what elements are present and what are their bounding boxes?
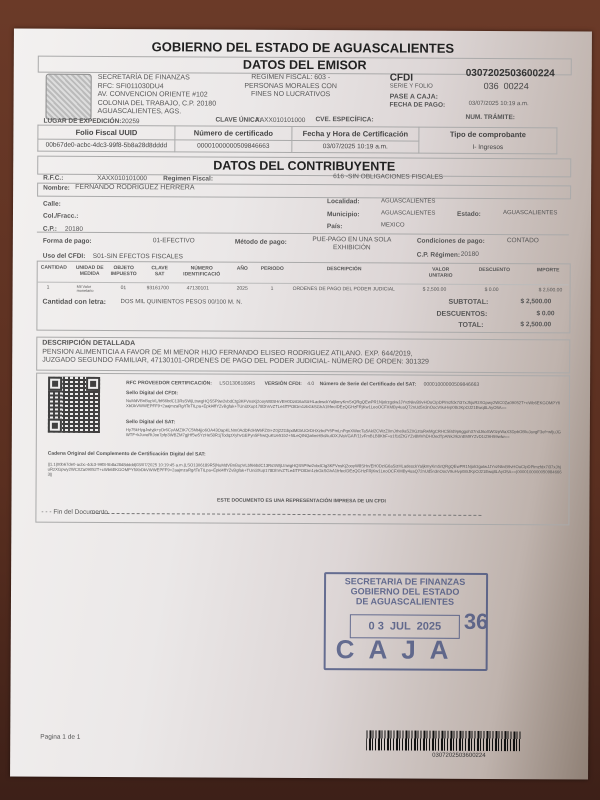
importe: $ 2,500.00: [538, 287, 563, 294]
periodo: 1: [270, 285, 274, 292]
lugar-expedicion: 20259: [121, 118, 140, 126]
subtotal-label: SUBTOTAL:: [448, 298, 489, 306]
version-cfdi: 4.0: [307, 381, 315, 388]
forma-pago: 01-EFECTIVO: [152, 237, 195, 245]
sello-cfdi-label: Sello Digital del CFDI:: [126, 390, 179, 397]
cantidad: 1: [46, 284, 50, 291]
emisor-section-title: DATOS DEL EMISOR: [38, 56, 572, 76]
tipo-comprobante: I- Ingresos: [419, 141, 557, 154]
condiciones-pago: CONTADO: [506, 237, 539, 245]
emisor-rfc: RFC: SFI011030DU4: [97, 82, 164, 90]
divider: [37, 232, 569, 236]
stamp-line-2: GOBIERNO DEL ESTADO: [350, 586, 460, 597]
header-periodo: PERIODO: [260, 265, 284, 272]
descripcion-detallada-text: PENSION ALIMENTICIA A FAVOR DE MI MENOR HIJO FERNANDO ELISEO RODRIGUEZ ATILANO. EXP. 644/2019, JUZGADO SEGUNDO FAMILIAR, 47130101-ORDENES DE PAGO DEL PODER JUDICIAL- NÚMERO DE ORDEN: 301329: [42, 348, 429, 366]
cp-label: C.P.:: [42, 225, 57, 233]
rfc-label: R.F.C.:: [43, 174, 64, 182]
forma-pago-label: Forma de pago:: [42, 237, 92, 245]
colonia-label: Col./Fracc.:: [42, 212, 79, 220]
emisor-address-2: COLONIA DEL TRABAJO, C.P. 20180: [97, 99, 217, 108]
header-numero-certificado: Número de certificado: [175, 126, 292, 141]
cantidad-letra: DOS MIL QUINIENTOS PESOS 00/100 M. N.: [120, 299, 243, 306]
metodo-pago: PUE-PAGO EN UNA SOLA EXHIBICIÓN: [312, 236, 392, 252]
uso-cfdi: S01-SIN EFECTOS FISCALES: [92, 252, 183, 261]
fecha-pago-label: FECHA DE PAGO:: [389, 101, 446, 109]
municipio-label: Municipio:: [326, 211, 360, 219]
clave-unica-label: CLAVE ÚNICA:: [215, 116, 262, 124]
descripcion: ORDENES DE PAGO DEL PODER JUDICIAL: [292, 285, 395, 293]
total: $ 2,500.00: [520, 321, 552, 329]
clave-sat: 93161700: [146, 285, 169, 292]
localidad-label: Localidad:: [327, 198, 360, 206]
fecha-certificacion: 03/07/2025 10:19 a.m.: [292, 140, 419, 153]
sello-cfdi: NuMdVBnBupVL/bf66bdC13RsSWjLtnwgHQS5P9w2vbdCtg3KFVnsKj2ooyW8SHn/EH0DziG6aSizHLadesckYaljkmyKmSrQRgQEwPR1NjolrzgolwJJYvzNkvB9vHOuCIpDPlmzfdx7i37xJhjuRzXGpwy2WC0Za09052T+cWb6EKGOMPYfiXbDkVWWEPFF9+2aajmzaRg/tTeTILpa+Epkl4ffYZvBgfak+TUni3Xup178DhVvZTLe4lTPOlDm1zbGkSGhA1frfecIDEzQGHzFRjKw1LeoOCFXMBy4uaQ72nUd5n3nOocV9uHvp08rJKpOJ21Ewq8LAyO5A==: [125, 398, 561, 411]
total-label: TOTAL:: [458, 321, 484, 329]
contribuyente-rfc: XAXX010101000: [97, 174, 148, 183]
localidad: AGUASCALIENTES: [381, 198, 436, 205]
stamp-caja: CAJA: [335, 634, 463, 665]
header-cantidad: CANTIDAD: [40, 264, 67, 271]
clave-unica: XAXX010101000: [255, 116, 306, 125]
header-valor-unitario: VALOR UNITARIO: [428, 266, 453, 279]
qr-corner: [86, 377, 100, 391]
cp-regimen-label: C.P. Régimen:: [416, 251, 461, 259]
serie-certificado-sat-label: Número de Serie del Certificado del SAT:: [319, 381, 417, 388]
header-importe: IMPORTE: [536, 267, 560, 274]
qr-corner: [48, 419, 62, 433]
regimen-fiscal-label: Regimen Fiscal:: [163, 175, 214, 183]
stamp-line-1: SECRETARIA DE FINANZAS: [344, 576, 466, 587]
objeto-impuesto: 01: [120, 285, 127, 292]
cfdi-label: CFDI: [389, 72, 414, 84]
serie-certificado-sat: 00001000000509846663: [423, 381, 480, 388]
header-descuento: DESCUENTO: [478, 266, 511, 274]
cadena-original-label: Cadena Original del Complemento de Certificación Digital del SAT:: [47, 450, 206, 458]
nombre-label: Nombre:: [43, 184, 70, 192]
ano: 2025: [236, 285, 248, 292]
num-tramite-label: NUM. TRÁMITE:: [465, 113, 515, 122]
pase-caja-label: PASE A CAJA:: [389, 93, 438, 101]
barcode-number: 0307202503600224: [432, 752, 486, 759]
folio-fiscal-uuid: 00b67de0-acbc-4dc3-99f8-5b8a28d8dddd: [38, 139, 175, 152]
sello-sat-label: Sello Digital del SAT:: [125, 419, 176, 426]
emisor-info: [98, 74, 217, 117]
header-tipo-comprobante: Tipo de comprobante: [419, 127, 557, 142]
estado-label: Estado:: [456, 210, 481, 218]
qr-corner: [48, 377, 62, 391]
page-number: Pagina 1 de 1: [40, 733, 81, 741]
pais: MEXICO: [380, 222, 405, 229]
contribuyente-nombre: FERNANDO RODRIGUEZ HERRERA: [75, 183, 195, 192]
contribuyente-regimen: 616 -SIN OBLIGACIONES FISCALES: [333, 173, 444, 181]
header-folio-fiscal: Folio Fiscal UUID: [38, 125, 175, 140]
condiciones-pago-label: Condiciones de pago:: [416, 237, 485, 245]
fiscal-info-table: [37, 125, 557, 155]
stamp-text: [330, 576, 480, 607]
calle-label: Calle:: [43, 200, 61, 208]
emisor-address-1: AV. CONVENCION ORIENTE #102: [97, 90, 208, 99]
descuentos-label: DESCUENTOS:: [436, 310, 488, 318]
serie-folio: 036 00224: [483, 80, 529, 92]
cp-regimen: 20180: [460, 250, 479, 258]
unidad-medida: Mil Valor monetario: [76, 284, 94, 293]
header-descripcion: DESCRIPCIÓN: [326, 266, 362, 273]
cfdi-number: 0307202503600224: [465, 67, 555, 80]
rfc-proveedor: LSO1306189R5: [219, 380, 256, 387]
cve-especifica-label: CVE. ESPECÍFICA:: [315, 116, 374, 124]
header-clave-sat: CLAVE SAT: [151, 265, 169, 278]
stamp-number: 36: [463, 608, 489, 634]
estado: AGUASCALIENTES: [502, 210, 558, 217]
sello-sat: Hy75kHygJwIyjk+yDr6CyAMZIK7C5Mt4jjo6OA43OapKLNm0AdDFdHW6FZ0I+Z0j2ZGbpdMt3rUOrDHXzbcPr5PmLnPqnXWecTa5Akl2CWzZ0mJrhe9aSZ0GztaRwMgCRHC5Bd9p6ggoh37ndJ6oSW0zpWaX3DpbOBluJavgF3ef+wfjuJGWTF+kJuveRtJoe7pfp3WBZM7gjHf5w5YzHe58R1jTodqzXyhvGEPyn5FhwQuKUe51b2+5lLeQINQa6mHBdAuIOXJVaVGAF/11vFmBLB8KbF+s1f1dZtGYZv8MVhDHOedTpANkJrkznEM9YZvD1/Z9H59wlw==: [125, 427, 561, 440]
barcode: [366, 730, 521, 751]
header-objeto-impuesto: OBJETO IMPUESTO: [110, 265, 137, 278]
cadena-original: ||1.1|00b67de0-acbc-4dc3-99f8-5b8a28d8dddd|03/07/2025 10:19:45 a.m.|LSO1306189R5|NuMdVBnBupVLbf66bdC13RsSWjLtnwgHQS5P9w2vbdCtg3KFVnsKj2ooyW8SHn/EH0DziG6aSizHLadesckYaljkmyKmSrQRgQEwPR1NjolrzgolwJJYvzNkvB9vHOuCIpDPlmzfdx7i37xJhjuRzXGpwy2WC0Za09052T+cWb6EKGOMPYfiXbDkVWWEPFF9+2aajmzaRg/tTeTILpa+Epkl4ffYZvBgfak+TUni3Xup178DhVvZTLe4lTPOlDm1zbGkSGhA1frfecIDEzQGHzFRjKw1LeoOCFXMBy4uaQ72nUd5n3nOocV9uHvp08rJKpOJ21Ewq8LAyO5A==|00001000000509846663||: [47, 461, 562, 477]
numero-identificacion: 47130101: [186, 285, 209, 292]
version-cfdi-label: VERSIÓN CFDI:: [264, 380, 302, 388]
emisor-regimen: REGIMEN FISCAL: 603 - PERSONAS MORALES CON FINES NO LUCRATIVOS: [244, 73, 337, 99]
subtotal: $ 2,500.00: [520, 298, 552, 306]
stamp-date: 0 3 JUL 2025: [350, 614, 460, 639]
municipio: AGUASCALIENTES: [380, 210, 436, 217]
header-unidad-medida: UNIDAD DE MEDIDA: [75, 264, 104, 277]
fin-documento: - - - Fin del Documento: [41, 508, 108, 516]
emisor-address-3: AGUASCALIENTES, AGS.: [97, 107, 182, 116]
uso-cfdi-label: Uso del CFDI:: [42, 252, 86, 260]
emisor-name: SECRETARÍA DE FINANZAS: [97, 73, 190, 82]
representacion-impresa: ESTE DOCUMENTO ES UNA REPRESENTACIÓN IMPRESA DE UN CFDI: [217, 497, 386, 505]
descripcion-detallada-title: DESCRIPCIÓN DETALLADA: [42, 339, 136, 348]
invoice-document: [10, 28, 592, 779]
header-numero-identificacion: NÚMERO IDENTIFICACIÓ: [183, 265, 221, 278]
header-ano: AÑO: [236, 265, 248, 272]
header-fecha-certificacion: Fecha y Hora de Certificación: [292, 126, 419, 141]
descuentos: $ 0.00: [536, 310, 555, 318]
cantidad-letra-label: Cantidad con letra:: [42, 298, 106, 306]
contribuyente-cp: 20180: [64, 225, 84, 233]
contribuyente-section-title: DATOS DEL CONTRIBUYENTE: [213, 158, 396, 174]
rfc-proveedor-label: RFC PROVEEDOR CERTIFICACIÓN:: [126, 380, 212, 387]
stamp-line-3: DE AGUASCALIENTES: [355, 596, 455, 607]
numero-certificado: 00001000000509846663: [175, 140, 292, 153]
metodo-pago-label: Método de pago:: [234, 238, 287, 246]
qr-code: [48, 377, 100, 433]
serie-folio-label: SERIE Y FOLIO: [389, 83, 433, 90]
valor-unitario: $ 2,500.00: [422, 286, 447, 293]
descuento: $ 0.00: [484, 286, 499, 294]
fiscal-table-value-row: [38, 139, 557, 154]
fecha-pago: 03/07/2025 10:19 a.m.: [468, 100, 529, 108]
payment-stamp: [316, 570, 497, 671]
pais-label: País:: [326, 223, 343, 231]
document-title: GOBIERNO DEL ESTADO DE AGUASCALIENTES: [151, 39, 455, 56]
lugar-expedicion-label: LUGAR DE EXPEDICIÓN:: [43, 117, 122, 126]
state-coat-of-arms-logo: [45, 74, 91, 120]
